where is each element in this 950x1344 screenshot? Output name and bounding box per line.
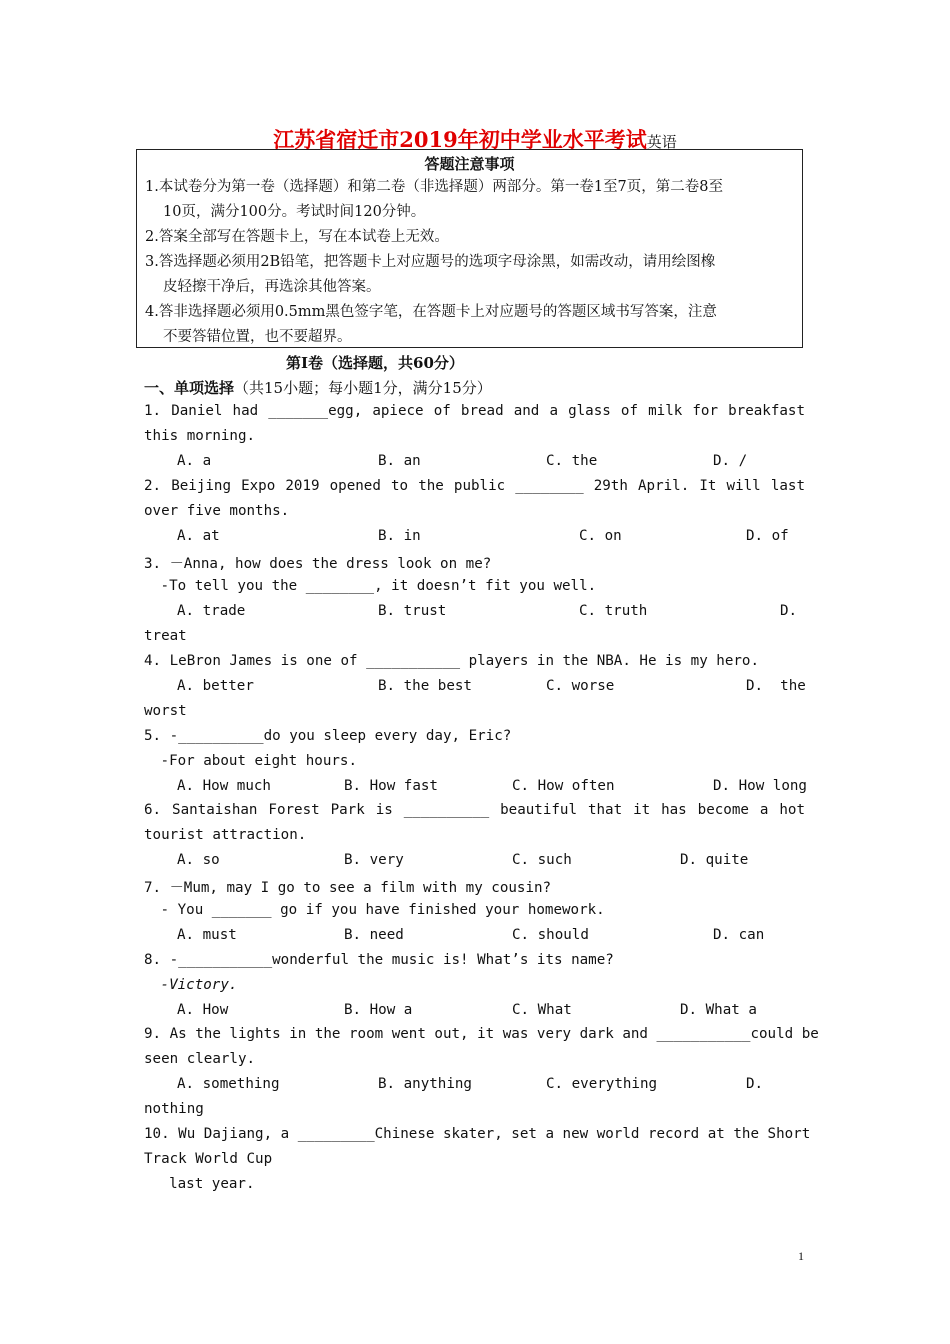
question-8-option-d: D. What a xyxy=(680,1002,757,1018)
question-10-line-3: last year. xyxy=(152,1176,255,1192)
notice-item-3-line-1: 3.答选择题必须用2B铅笔，把答题卡上对应题号的选项字母涂黑，如需改动，请用绘图橡 xyxy=(145,254,716,270)
question-6-line-2: tourist attraction. xyxy=(144,827,307,843)
question-10-line-2: Track World Cup xyxy=(144,1151,273,1167)
question-7-line-2: - You _______ go if you have finished your homework. xyxy=(152,902,605,918)
question-7-line-1: 7. －Mum, may I go to see a film with my cousin? xyxy=(144,880,552,896)
notice-item-1-line-1: 1.本试卷分为第一卷（选择题）和第二卷（非选择题）两部分。第一卷1至7页，第二卷8至 xyxy=(145,179,724,195)
question-1-option-d: D. / xyxy=(713,453,748,469)
question-2-option-c: C. on xyxy=(579,528,622,544)
question-3-option-b: B. trust xyxy=(378,603,447,619)
question-3-line-1: 3. －Anna, how does the dress look on me? xyxy=(144,556,492,572)
notice-item-3 xyxy=(137,250,802,300)
part-label: 一、单项选择 xyxy=(144,379,235,397)
question-9-option-c: C. everything xyxy=(546,1076,658,1092)
question-3-option-d: D. xyxy=(780,603,798,619)
question-8-option-b: B. How a xyxy=(344,1002,413,1018)
title-suffix: 英语 xyxy=(646,133,677,151)
question-5-option-c: C. How often xyxy=(512,778,615,794)
question-7-option-d: D. can xyxy=(713,927,765,943)
question-8-option-a: A. How xyxy=(177,1002,229,1018)
notice-heading: 答题注意事项 xyxy=(424,155,515,173)
question-2-option-d: D. of xyxy=(746,528,789,544)
question-6-option-c: C. such xyxy=(512,852,572,868)
question-9-option-b: B. anything xyxy=(378,1076,472,1092)
question-2-option-b: B. in xyxy=(378,528,421,544)
question-6-option-b: B. very xyxy=(344,852,404,868)
part-note: （共15小题；每小题1分，满分15分） xyxy=(234,379,492,397)
notice-box xyxy=(136,149,803,348)
question-6-line-1: 6. Santaishan Forest Park is __________ beautiful that it has become a hot xyxy=(144,802,805,818)
question-7-option-c: C. should xyxy=(512,927,589,943)
notice-item-4-line-1: 4.答非选择题必须用0.5mm黑色签字笔，在答题卡上对应题号的答题区域书写答案，注意 xyxy=(145,304,717,320)
question-9-option-a: A. something xyxy=(177,1076,280,1092)
question-4-option-d-text: worst xyxy=(144,703,187,719)
question-9-option-d-text: nothing xyxy=(144,1101,204,1117)
question-4-option-a: A. better xyxy=(177,678,254,694)
question-4-option-c: C. worse xyxy=(546,678,615,694)
question-8-line-2: -Victory. xyxy=(152,977,238,993)
question-7-option-a: A. must xyxy=(177,927,237,943)
question-3-option-c: C. truth xyxy=(579,603,648,619)
question-6-option-d: D. quite xyxy=(680,852,749,868)
part-title xyxy=(144,377,492,398)
question-2-option-a: A. at xyxy=(177,528,220,544)
question-7-option-b: B. need xyxy=(344,927,404,943)
question-1-option-b: B. an xyxy=(378,453,421,469)
page-number: 1 xyxy=(798,1249,804,1263)
notice-item-2 xyxy=(137,225,802,250)
question-4-option-b: B. the best xyxy=(378,678,472,694)
title-text: 江苏省宿迁市2019年初中学业水平考试 xyxy=(273,127,647,152)
question-1-option-c: C. the xyxy=(546,453,598,469)
question-3-option-a: A. trade xyxy=(177,603,246,619)
question-1-line-1: 1. Daniel had _______egg, apiece of bread and a glass of milk for breakfast xyxy=(144,403,805,419)
question-4-line-1: 4. LeBron James is one of ___________ players in the NBA. He is my hero. xyxy=(144,653,759,669)
question-5-option-a: A. How much xyxy=(177,778,271,794)
question-8-line-1: 8. -___________wonderful the music is! What’s its name? xyxy=(144,952,614,968)
question-8-option-c: C. What xyxy=(512,1002,572,1018)
question-5-option-d: D. How long xyxy=(713,778,807,794)
question-1-option-a: A. a xyxy=(177,453,212,469)
notice-item-3-line-2: 皮轻擦干净后，再选涂其他答案。 xyxy=(163,279,381,295)
question-10-line-1: 10. Wu Dajiang, a _________Chinese skater, set a new world record at the Short xyxy=(144,1126,811,1142)
notice-item-4-line-2: 不要答错位置，也不要超界。 xyxy=(163,329,352,345)
question-4-option-d: D. the xyxy=(746,678,806,694)
question-1-line-2: this morning. xyxy=(144,428,256,444)
question-6-option-a: A. so xyxy=(177,852,220,868)
question-2-line-2: over five months. xyxy=(144,503,290,519)
question-3-option-d-text: treat xyxy=(144,628,187,644)
question-5-line-1: 5. -__________do you sleep every day, Eric? xyxy=(144,728,512,744)
question-5-option-b: B. How fast xyxy=(344,778,438,794)
question-3-line-2: -To tell you the ________, it doesn’t fit you well. xyxy=(152,578,597,594)
question-9-line-1: 9. As the lights in the room went out, it was very dark and ___________could be xyxy=(144,1026,819,1042)
section-title: 第Ⅰ卷（选择题，共60分） xyxy=(286,354,464,372)
notice-item-4 xyxy=(137,300,802,350)
question-9-line-2: seen clearly. xyxy=(144,1051,256,1067)
notice-item-1 xyxy=(137,175,802,225)
question-5-line-2: -For about eight hours. xyxy=(152,753,357,769)
question-2-line-1: 2. Beijing Expo 2019 opened to the public ________ 29th April. It will last xyxy=(144,478,805,494)
notice-item-1-line-2: 10页，满分100分。考试时间120分钟。 xyxy=(163,204,426,220)
question-9-option-d: D. xyxy=(746,1076,764,1092)
notice-item-2-line-1: 2.答案全部写在答题卡上，写在本试卷上无效。 xyxy=(145,229,449,245)
